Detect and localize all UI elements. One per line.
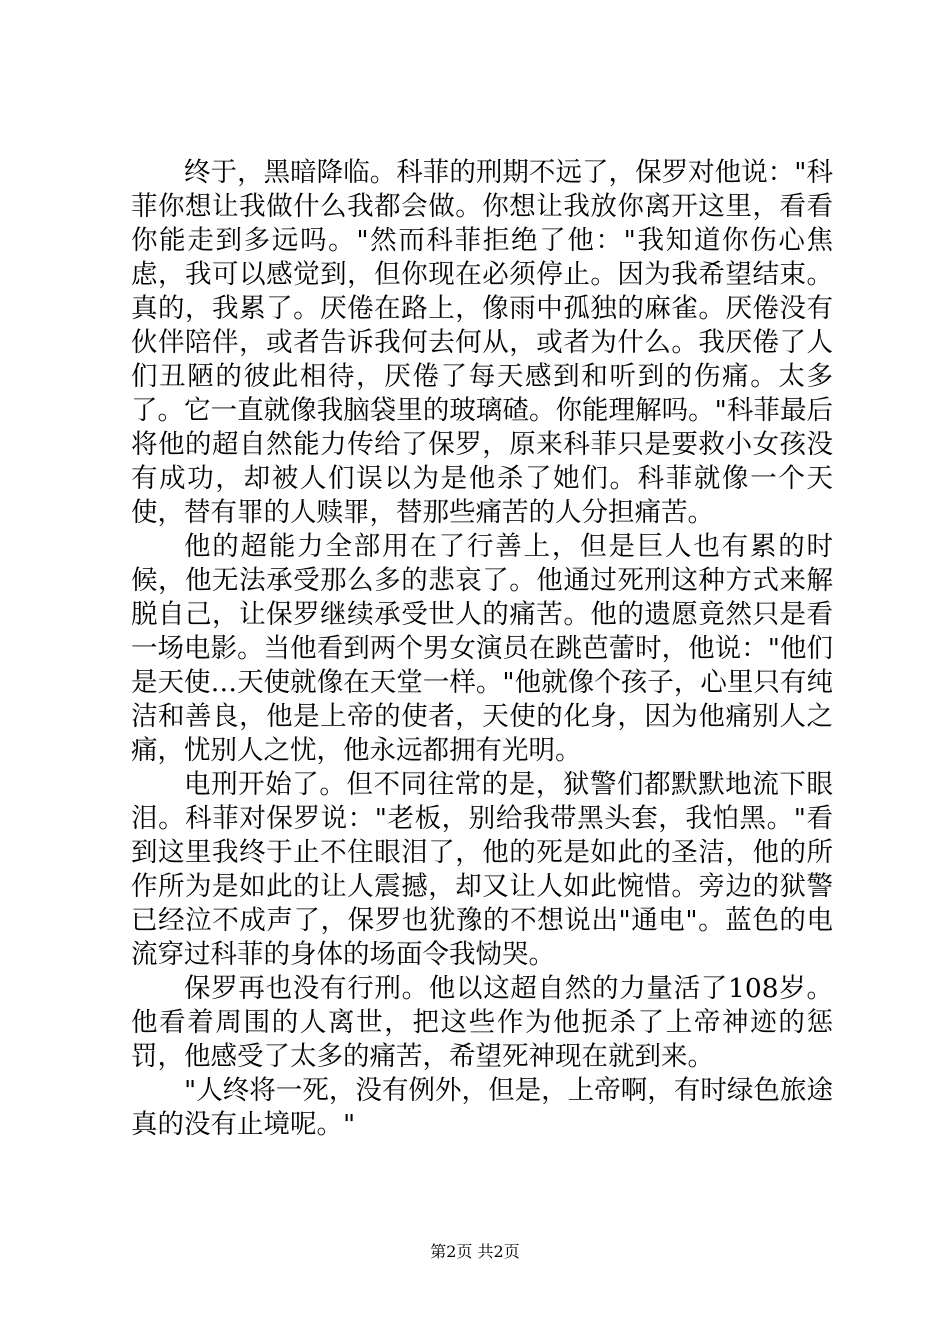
document-body [131, 156, 833, 1142]
paragraph-2: 他的超能力全部用在了行善上，但是巨人也有累的时候，他无法承受那么多的悲哀了。他通过死刑这种方式来解脱自己，让保罗继续承受世人的痛苦。他的遗愿竟然只是看一场电影。当他看到两个男女演员在跳芭蕾时，他说："他们是天使…天使就像在天堂一样。"他就像个孩子，心里只有纯洁和善良，他是上帝的使者，天使的化身，因为他痛别人之痛，忧别人之忧，他永远都拥有光明。 [131, 531, 833, 766]
page-number-footer: 第2页 共2页 [430, 1242, 520, 1261]
paragraph-1: 终于，黑暗降临。科菲的刑期不远了，保罗对他说："科菲你想让我做什么我都会做。你想让我放你离开这里，看看你能走到多远吗。"然而科菲拒绝了他："我知道你伤心焦虑，我可以感觉到，但你现在必须停止。因为我希望结束。真的，我累了。厌倦在路上，像雨中孤独的麻雀。厌倦没有伙伴陪伴，或者告诉我何去何从，或者为什么。我厌倦了人们丑陋的彼此相待，厌倦了每天感到和听到的伤痛。太多了。它一直就像我脑袋里的玻璃碴。你能理解吗。"科菲最后将他的超自然能力传给了保罗，原来科菲只是要救小女孩没有成功，却被人们误以为是他杀了她们。科菲就像一个天使，替有罪的人赎罪，替那些痛苦的人分担痛苦。 [131, 157, 833, 528]
paragraph-4: 保罗再也没有行刑。他以这超自然的力量活了108岁。他看着周围的人离世，把这些作为他扼杀了上帝神迹的惩罚，他感受了太多的痛苦，希望死神现在就到来。 [131, 973, 833, 1072]
paragraph-5: "人终将一死，没有例外，但是，上帝啊，有时绿色旅途真的没有止境呢。" [131, 1075, 833, 1140]
paragraph-3: 电刑开始了。但不同往常的是，狱警们都默默地流下眼泪。科菲对保罗说："老板，别给我带黑头套，我怕黑。"看到这里我终于止不住眼泪了，他的死是如此的圣洁，他的所作所为是如此的让人震撼，却又让人如此惋惜。旁边的狱警已经泣不成声了，保罗也犹豫的不想说出"通电"。蓝色的电流穿过科菲的身体的场面令我恸哭。 [131, 769, 833, 970]
